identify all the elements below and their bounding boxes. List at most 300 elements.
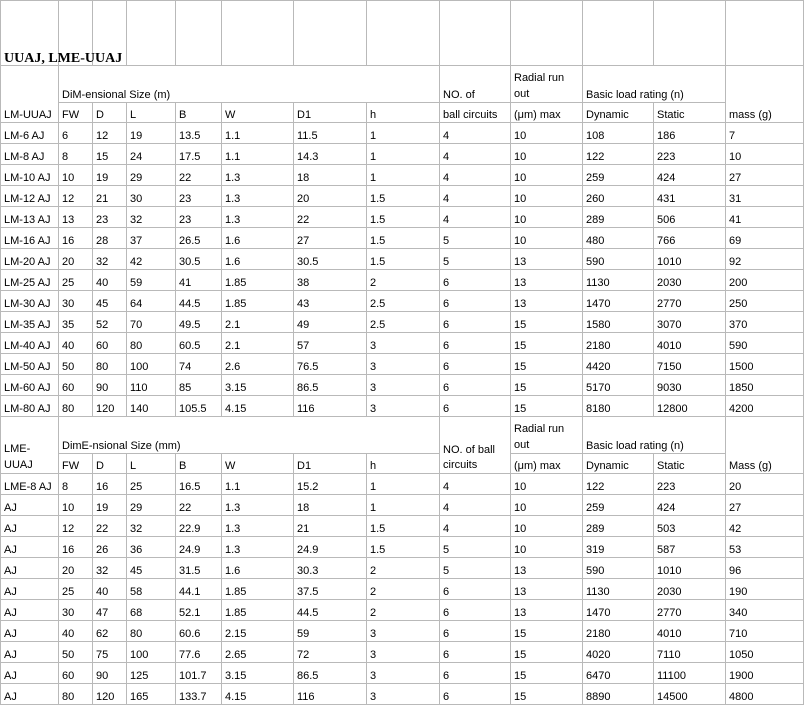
cell-dynamic: 259: [583, 495, 654, 516]
cell-radial-runout: 15: [511, 312, 583, 333]
table-row: [1, 495, 804, 516]
mass-header-2: Mass (g): [726, 417, 804, 474]
cell-l: 110: [127, 375, 176, 396]
col-header-d1: D1: [294, 454, 367, 474]
table-row: [1, 312, 804, 333]
cell-w: 1.3: [222, 186, 294, 207]
cell-l: 24: [127, 144, 176, 165]
cell-ball-circuits: 5: [440, 558, 511, 579]
col-header-w: W: [222, 454, 294, 474]
cell-d1: 57: [294, 333, 367, 354]
table-row: [1, 558, 804, 579]
cell-w: 1.3: [222, 495, 294, 516]
cell-mass: 590: [726, 333, 804, 354]
cell-d: 80: [93, 354, 127, 375]
cell-static: 2770: [654, 600, 726, 621]
cell-b: 77.6: [176, 642, 222, 663]
cell-mass: 710: [726, 621, 804, 642]
cell-h: 2.5: [367, 312, 440, 333]
ball-circuits-header: NO. of: [440, 66, 511, 103]
cell-ball-circuits: 5: [440, 537, 511, 558]
cell-h: 1: [367, 123, 440, 144]
cell-b: 49.5: [176, 312, 222, 333]
cell-h: 2: [367, 600, 440, 621]
cell-l: 125: [127, 663, 176, 684]
cell-l: 58: [127, 579, 176, 600]
cell-d1: 59: [294, 621, 367, 642]
cell-b: 16.5: [176, 474, 222, 495]
dynamic-header: Dynamic: [583, 103, 654, 123]
cell-model: LM-8 AJ: [1, 144, 59, 165]
cell-static: 506: [654, 207, 726, 228]
cell-static: 2030: [654, 270, 726, 291]
cell-fw: 16: [59, 537, 93, 558]
cell-fw: 8: [59, 144, 93, 165]
cell-fw: 30: [59, 291, 93, 312]
cell-d: 26: [93, 537, 127, 558]
cell-b: 22: [176, 165, 222, 186]
cell-model: LM-12 AJ: [1, 186, 59, 207]
radial-runout-header: Radial run out: [511, 66, 583, 103]
cell-d1: 116: [294, 684, 367, 705]
cell-fw: 80: [59, 396, 93, 417]
cell-radial-runout: 10: [511, 516, 583, 537]
cell-model: AJ: [1, 621, 59, 642]
col-header-fw: FW: [59, 454, 93, 474]
cell-w: 1.3: [222, 165, 294, 186]
cell-l: 140: [127, 396, 176, 417]
cell-d: 75: [93, 642, 127, 663]
cell-radial-runout: 10: [511, 123, 583, 144]
cell-h: 3: [367, 333, 440, 354]
cell-d: 62: [93, 621, 127, 642]
cell-mass: 92: [726, 249, 804, 270]
load-rating-group-header: Basic load rating (n): [583, 66, 726, 103]
cell-h: 2: [367, 270, 440, 291]
cell-d1: 30.5: [294, 249, 367, 270]
cell-static: 2030: [654, 579, 726, 600]
cell-dynamic: 260: [583, 186, 654, 207]
cell-mass: 250: [726, 291, 804, 312]
cell-b: 26.5: [176, 228, 222, 249]
cell-ball-circuits: 6: [440, 600, 511, 621]
cell-radial-runout: 15: [511, 354, 583, 375]
empty-cell: [367, 1, 440, 66]
col-header-l: L: [127, 454, 176, 474]
cell-radial-runout: 10: [511, 474, 583, 495]
cell-dynamic: 2180: [583, 333, 654, 354]
table-row: [1, 642, 804, 663]
col-header-d: D: [93, 454, 127, 474]
cell-d: 40: [93, 270, 127, 291]
cell-mass: 27: [726, 495, 804, 516]
cell-d1: 21: [294, 516, 367, 537]
cell-static: 766: [654, 228, 726, 249]
cell-h: 1: [367, 495, 440, 516]
cell-fw: 8: [59, 474, 93, 495]
cell-static: 4010: [654, 333, 726, 354]
cell-model: LM-16 AJ: [1, 228, 59, 249]
cell-h: 1: [367, 474, 440, 495]
cell-h: 1: [367, 165, 440, 186]
cell-d: 22: [93, 516, 127, 537]
cell-model: LM-35 AJ: [1, 312, 59, 333]
cell-model: AJ: [1, 642, 59, 663]
cell-dynamic: 122: [583, 144, 654, 165]
cell-d1: 14.3: [294, 144, 367, 165]
cell-ball-circuits: 5: [440, 249, 511, 270]
cell-mass: 27: [726, 165, 804, 186]
cell-w: 1.6: [222, 249, 294, 270]
cell-dynamic: 480: [583, 228, 654, 249]
cell-radial-runout: 13: [511, 600, 583, 621]
cell-fw: 12: [59, 186, 93, 207]
table-row: [1, 144, 804, 165]
dimension-group-header-2: DimE-nsional Size (mm): [59, 417, 440, 454]
cell-radial-runout: 10: [511, 495, 583, 516]
cell-b: 41: [176, 270, 222, 291]
col-header-w: W: [222, 103, 294, 123]
cell-dynamic: 1130: [583, 579, 654, 600]
cell-static: 1010: [654, 249, 726, 270]
cell-radial-runout: 13: [511, 558, 583, 579]
cell-mass: 340: [726, 600, 804, 621]
cell-model: LM-40 AJ: [1, 333, 59, 354]
cell-fw: 40: [59, 621, 93, 642]
cell-static: 431: [654, 186, 726, 207]
table-row: [1, 291, 804, 312]
cell-w: 1.85: [222, 600, 294, 621]
cell-mass: 41: [726, 207, 804, 228]
cell-ball-circuits: 4: [440, 495, 511, 516]
cell-d: 32: [93, 249, 127, 270]
cell-radial-runout: 15: [511, 684, 583, 705]
cell-ball-circuits: 6: [440, 291, 511, 312]
cell-h: 3: [367, 684, 440, 705]
cell-dynamic: 289: [583, 207, 654, 228]
table-row: [1, 228, 804, 249]
cell-h: 1.5: [367, 207, 440, 228]
cell-model: LM-30 AJ: [1, 291, 59, 312]
cell-w: 2.1: [222, 333, 294, 354]
table-row: [1, 579, 804, 600]
cell-model: AJ: [1, 516, 59, 537]
dynamic-header-2: Dynamic: [583, 454, 654, 474]
cell-h: 2.5: [367, 291, 440, 312]
cell-b: 44.5: [176, 291, 222, 312]
static-header: Static: [654, 103, 726, 123]
cell-model: AJ: [1, 663, 59, 684]
cell-model: LM-25 AJ: [1, 270, 59, 291]
cell-dynamic: 5170: [583, 375, 654, 396]
static-header-2: Static: [654, 454, 726, 474]
cell-w: 1.85: [222, 270, 294, 291]
cell-model: LM-20 AJ: [1, 249, 59, 270]
cell-radial-runout: 10: [511, 186, 583, 207]
series-label-lm: LM-UUAJ: [1, 66, 59, 123]
col-header-b: B: [176, 103, 222, 123]
cell-dynamic: 1470: [583, 291, 654, 312]
cell-d1: 49: [294, 312, 367, 333]
cell-radial-runout: 10: [511, 537, 583, 558]
cell-static: 2770: [654, 291, 726, 312]
col-header-b: B: [176, 454, 222, 474]
cell-w: 2.65: [222, 642, 294, 663]
table-row: [1, 516, 804, 537]
cell-model: AJ: [1, 495, 59, 516]
empty-cell: [726, 1, 804, 66]
cell-w: 1.3: [222, 516, 294, 537]
cell-radial-runout: 13: [511, 291, 583, 312]
empty-cell: [294, 1, 367, 66]
cell-dynamic: 4420: [583, 354, 654, 375]
cell-mass: 7: [726, 123, 804, 144]
cell-b: 74: [176, 354, 222, 375]
cell-h: 1.5: [367, 249, 440, 270]
cell-fw: 16: [59, 228, 93, 249]
empty-cell: [440, 1, 511, 66]
cell-b: 101.7: [176, 663, 222, 684]
cell-w: 1.85: [222, 291, 294, 312]
cell-dynamic: 8180: [583, 396, 654, 417]
table-row: [1, 249, 804, 270]
cell-d1: 22: [294, 207, 367, 228]
cell-fw: 6: [59, 123, 93, 144]
cell-ball-circuits: 4: [440, 516, 511, 537]
cell-d1: 27: [294, 228, 367, 249]
table-row: [1, 333, 804, 354]
cell-b: 44.1: [176, 579, 222, 600]
cell-b: 23: [176, 207, 222, 228]
cell-mass: 53: [726, 537, 804, 558]
table-row: [1, 663, 804, 684]
cell-d1: 24.9: [294, 537, 367, 558]
cell-static: 587: [654, 537, 726, 558]
cell-d1: 43: [294, 291, 367, 312]
cell-b: 31.5: [176, 558, 222, 579]
cell-dynamic: 6470: [583, 663, 654, 684]
radial-runout-unit: (μm) max: [511, 103, 583, 123]
table-row: [1, 207, 804, 228]
cell-fw: 25: [59, 270, 93, 291]
col-header-h: h: [367, 454, 440, 474]
cell-mass: 1050: [726, 642, 804, 663]
cell-dynamic: 1580: [583, 312, 654, 333]
cell-dynamic: 259: [583, 165, 654, 186]
cell-b: 52.1: [176, 600, 222, 621]
cell-mass: 200: [726, 270, 804, 291]
cell-d: 16: [93, 474, 127, 495]
cell-static: 9030: [654, 375, 726, 396]
cell-dynamic: 319: [583, 537, 654, 558]
cell-l: 64: [127, 291, 176, 312]
cell-static: 12800: [654, 396, 726, 417]
cell-model: LM-13 AJ: [1, 207, 59, 228]
cell-static: 11100: [654, 663, 726, 684]
cell-radial-runout: 13: [511, 579, 583, 600]
empty-cell: [222, 1, 294, 66]
cell-d1: 86.5: [294, 375, 367, 396]
cell-d: 52: [93, 312, 127, 333]
cell-static: 4010: [654, 621, 726, 642]
cell-model: AJ: [1, 600, 59, 621]
cell-ball-circuits: 6: [440, 579, 511, 600]
cell-l: 42: [127, 249, 176, 270]
cell-l: 36: [127, 537, 176, 558]
cell-h: 2: [367, 558, 440, 579]
cell-dynamic: 1470: [583, 600, 654, 621]
cell-d1: 18: [294, 495, 367, 516]
cell-static: 424: [654, 165, 726, 186]
cell-ball-circuits: 6: [440, 312, 511, 333]
cell-model: LM-6 AJ: [1, 123, 59, 144]
cell-model: LM-10 AJ: [1, 165, 59, 186]
cell-static: 7150: [654, 354, 726, 375]
cell-ball-circuits: 6: [440, 684, 511, 705]
cell-l: 32: [127, 207, 176, 228]
cell-b: 105.5: [176, 396, 222, 417]
cell-d: 60: [93, 333, 127, 354]
cell-radial-runout: 15: [511, 621, 583, 642]
cell-ball-circuits: 6: [440, 642, 511, 663]
empty-cell: [654, 1, 726, 66]
cell-h: 1.5: [367, 537, 440, 558]
cell-ball-circuits: 6: [440, 621, 511, 642]
cell-l: 80: [127, 333, 176, 354]
cell-dynamic: 289: [583, 516, 654, 537]
cell-d1: 20: [294, 186, 367, 207]
radial-runout-header-2: Radial run out: [511, 417, 583, 454]
cell-d: 21: [93, 186, 127, 207]
cell-dynamic: 8890: [583, 684, 654, 705]
cell-radial-runout: 15: [511, 396, 583, 417]
cell-mass: 10: [726, 144, 804, 165]
cell-dynamic: 590: [583, 249, 654, 270]
cell-radial-runout: 15: [511, 663, 583, 684]
col-header-fw: FW: [59, 103, 93, 123]
cell-l: 80: [127, 621, 176, 642]
col-header-d1: D1: [294, 103, 367, 123]
cell-w: 2.15: [222, 621, 294, 642]
cell-d: 90: [93, 663, 127, 684]
cell-l: 100: [127, 642, 176, 663]
empty-cell: [127, 1, 176, 66]
cell-fw: 12: [59, 516, 93, 537]
cell-b: 85: [176, 375, 222, 396]
table-row: [1, 186, 804, 207]
col-header-h: h: [367, 103, 440, 123]
cell-d: 12: [93, 123, 127, 144]
cell-d: 45: [93, 291, 127, 312]
cell-b: 22: [176, 495, 222, 516]
cell-l: 19: [127, 123, 176, 144]
cell-static: 7110: [654, 642, 726, 663]
cell-dynamic: 122: [583, 474, 654, 495]
cell-static: 1010: [654, 558, 726, 579]
cell-h: 1.5: [367, 516, 440, 537]
cell-mass: 96: [726, 558, 804, 579]
cell-model: AJ: [1, 537, 59, 558]
cell-ball-circuits: 4: [440, 144, 511, 165]
table-row: [1, 600, 804, 621]
cell-static: 14500: [654, 684, 726, 705]
cell-mass: 1850: [726, 375, 804, 396]
ball-circuits-header-2: ball circuits: [440, 103, 511, 123]
cell-static: 503: [654, 516, 726, 537]
cell-d1: 18: [294, 165, 367, 186]
cell-fw: 40: [59, 333, 93, 354]
cell-w: 1.3: [222, 537, 294, 558]
cell-l: 32: [127, 516, 176, 537]
cell-dynamic: 590: [583, 558, 654, 579]
cell-d: 90: [93, 375, 127, 396]
col-header-l: L: [127, 103, 176, 123]
cell-w: 3.15: [222, 663, 294, 684]
cell-d: 15: [93, 144, 127, 165]
cell-model: LM-60 AJ: [1, 375, 59, 396]
cell-ball-circuits: 5: [440, 228, 511, 249]
table-row: [1, 537, 804, 558]
cell-d: 47: [93, 600, 127, 621]
cell-d1: 116: [294, 396, 367, 417]
cell-radial-runout: 15: [511, 642, 583, 663]
cell-fw: 60: [59, 375, 93, 396]
cell-h: 3: [367, 396, 440, 417]
cell-radial-runout: 13: [511, 249, 583, 270]
cell-ball-circuits: 6: [440, 396, 511, 417]
cell-w: 2.6: [222, 354, 294, 375]
cell-ball-circuits: 6: [440, 375, 511, 396]
cell-w: 1.85: [222, 579, 294, 600]
cell-l: 70: [127, 312, 176, 333]
cell-b: 24.9: [176, 537, 222, 558]
cell-ball-circuits: 4: [440, 123, 511, 144]
cell-radial-runout: 10: [511, 144, 583, 165]
cell-mass: 370: [726, 312, 804, 333]
series-label-lme: LME-UUAJ: [1, 417, 59, 474]
cell-l: 165: [127, 684, 176, 705]
cell-d: 19: [93, 495, 127, 516]
cell-w: 1.1: [222, 474, 294, 495]
cell-ball-circuits: 6: [440, 270, 511, 291]
cell-d1: 76.5: [294, 354, 367, 375]
empty-cell: [176, 1, 222, 66]
cell-h: 1: [367, 144, 440, 165]
cell-model: LM-80 AJ: [1, 396, 59, 417]
cell-d1: 30.3: [294, 558, 367, 579]
radial-runout-unit-2: (μm) max: [511, 454, 583, 474]
cell-l: 25: [127, 474, 176, 495]
cell-radial-runout: 15: [511, 333, 583, 354]
cell-d1: 38: [294, 270, 367, 291]
cell-ball-circuits: 4: [440, 207, 511, 228]
cell-mass: 190: [726, 579, 804, 600]
cell-fw: 20: [59, 558, 93, 579]
cell-mass: 1500: [726, 354, 804, 375]
cell-fw: 20: [59, 249, 93, 270]
cell-h: 1.5: [367, 228, 440, 249]
cell-b: 60.6: [176, 621, 222, 642]
cell-d: 19: [93, 165, 127, 186]
load-rating-group-header-2: Basic load rating (n): [583, 417, 726, 454]
cell-d1: 11.5: [294, 123, 367, 144]
cell-b: 23: [176, 186, 222, 207]
cell-dynamic: 4020: [583, 642, 654, 663]
cell-static: 223: [654, 474, 726, 495]
cell-h: 3: [367, 354, 440, 375]
cell-b: 17.5: [176, 144, 222, 165]
dimension-group-header: DiM-ensional Size (m): [59, 66, 440, 103]
